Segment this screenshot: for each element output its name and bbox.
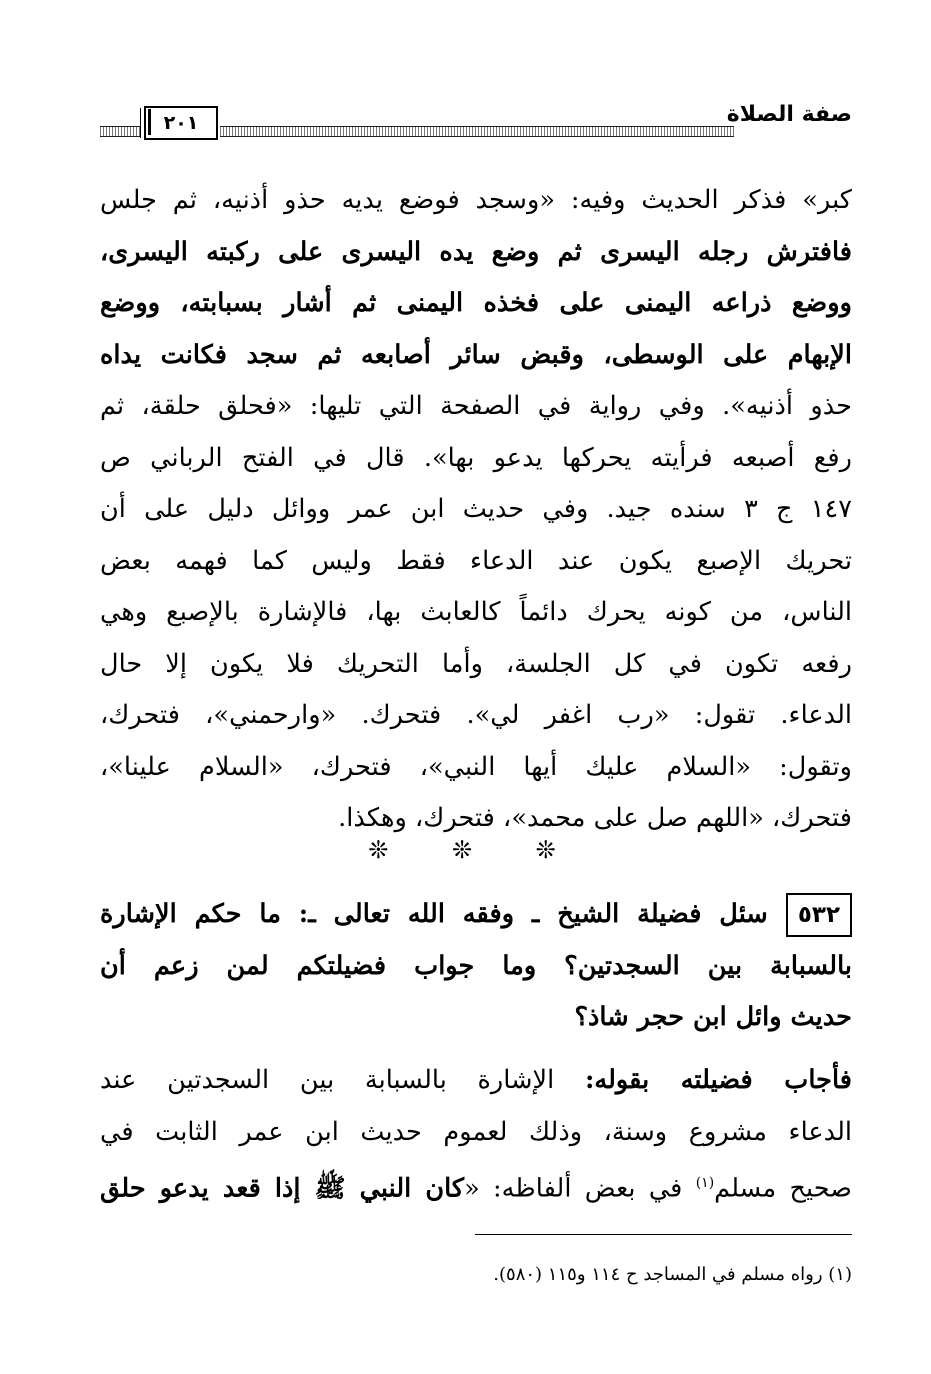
answer-line bbox=[100, 1157, 852, 1209]
answer-block bbox=[100, 1054, 852, 1209]
hadith-quote: كان النبي ﷺ إذا قعد يدعو حلق bbox=[100, 1173, 465, 1204]
question-line: حديث وائل ابن حجر شاذ؟ bbox=[574, 1002, 852, 1032]
body-line: كبر» فذكر الحديث وفيه: «وسجد فوضع يديه حذو أذنيه، ثم جلس bbox=[100, 185, 852, 215]
body-line: رفع أصبعه فرأيته يحركها يدعو بها». قال في الفتح الرباني ص bbox=[100, 442, 852, 473]
body-line: الدعاء. تقول: «رب اغفر لي». فتحرك. «وارحمني»، فتحرك، bbox=[100, 700, 852, 730]
page-header bbox=[100, 104, 852, 144]
header-rule bbox=[220, 126, 734, 137]
footnote-rule bbox=[475, 1234, 852, 1235]
answer-text: صحيح مسلم bbox=[714, 1173, 853, 1204]
question-text: سئل فضيلة الشيخ ـ وفقه الله تعالى ـ: ما حكم الإشارة bbox=[100, 899, 768, 929]
answer-line bbox=[100, 1054, 852, 1106]
body-line: الناس، من كونه يحرك دائماً كالعابث بها، فالإشارة بالإصبع وهي bbox=[100, 597, 852, 627]
answer-text: في بعض ألفاظه: « bbox=[464, 1173, 683, 1204]
footnote: (١) رواه مسلم في المساجد ح ١١٤ و١١٥ (٥٨٠). bbox=[493, 1264, 852, 1285]
header-rule-left bbox=[100, 126, 140, 137]
body-line: تحريك الإصبع يكون عند الدعاء فقط وليس كما فهمه بعض bbox=[100, 545, 852, 576]
answer-text: الإشارة بالسبابة بين السجدتين عند bbox=[100, 1065, 555, 1095]
body-paragraph bbox=[100, 175, 852, 845]
answer-intro: فأجاب فضيلته بقوله: bbox=[584, 1065, 853, 1095]
running-title: صفة الصلاة bbox=[726, 102, 852, 127]
body-line: فافترش رجله اليسرى ثم وضع يده اليسرى على ركبته اليسرى، bbox=[100, 236, 852, 267]
body-line: ووضع ذراعه اليمنى على فخذه اليمنى ثم أشار بسبابته، ووضع bbox=[100, 288, 852, 318]
body-line: فتحرك، «اللهم صل على محمد»، فتحرك، وهكذا. bbox=[338, 803, 852, 833]
body-line: رفعه تكون في كل الجلسة، وأما التحريك فلا يكون إلا حال bbox=[100, 648, 852, 679]
footnote-marker: (١) bbox=[695, 1175, 715, 1191]
page-number-box bbox=[144, 106, 218, 140]
body-line: ١٤٧ ج ٣ سنده جيد. وفي حديث ابن عمر ووائل دليل على أن bbox=[100, 494, 852, 524]
page-number: ٢٠١ bbox=[163, 112, 199, 134]
body-line: حذو أذنيه». وفي رواية في الصفحة التي تليها: «فحلق حلقة، ثم bbox=[100, 391, 852, 421]
question-line: بالسبابة بين السجدتين؟ وما جواب فضيلتكم لمن زعم أن bbox=[100, 950, 852, 981]
question-number: ٥٣٢ bbox=[786, 893, 852, 937]
body-line: وتقول: «السلام عليك أيها النبي»، فتحرك، «السلام علينا»، bbox=[100, 751, 852, 782]
answer-line: الدعاء مشروع وسنة، وذلك لعموم حديث ابن عمر الثابت في bbox=[100, 1116, 852, 1147]
question-line bbox=[100, 888, 852, 940]
section-separator: ❊ ❊ ❊ bbox=[368, 836, 584, 864]
question-block bbox=[100, 888, 852, 1043]
body-line: الإبهام على الوسطى، وقبض سائر أصابعه ثم سجد فكانت يداه bbox=[100, 339, 852, 370]
page-number-tick bbox=[148, 109, 151, 135]
